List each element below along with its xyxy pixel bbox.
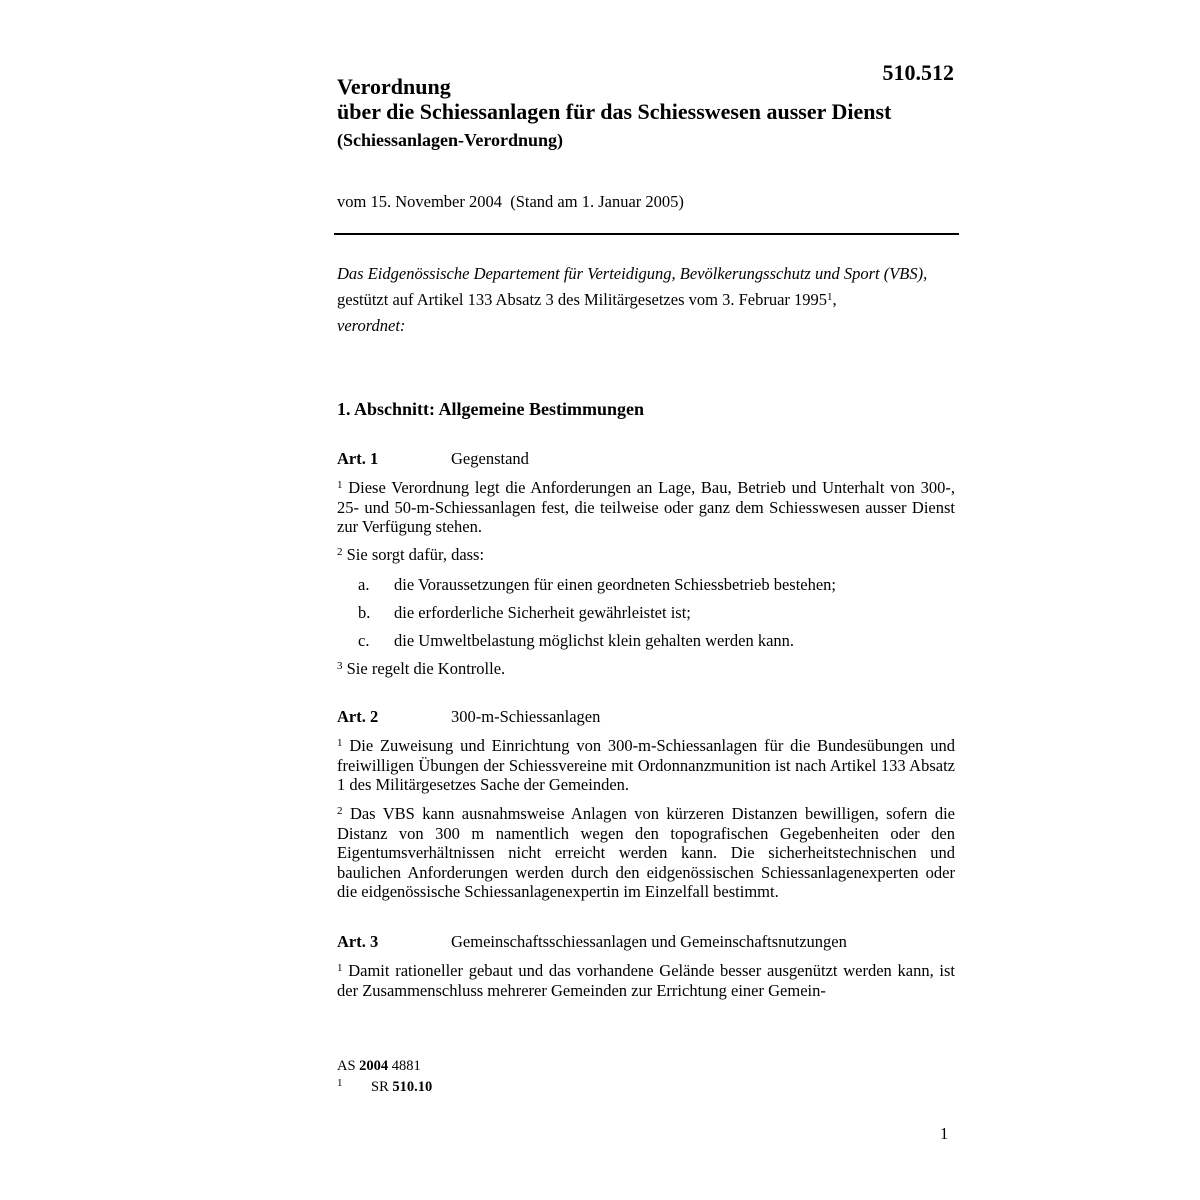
list-item-letter: a. [358,575,370,594]
footnote-sr-ref: 510.10 [392,1079,433,1095]
paragraph-number: 2 [337,805,343,817]
preamble [337,264,955,336]
preamble-basis-end: , [832,290,837,309]
title-line-1: Verordnung [337,74,451,99]
art1-paragraph-3 [337,659,955,679]
list-item-letter: b. [358,603,371,622]
paragraph-text: Das VBS kann ausnahmsweise Anlagen von kürzeren Distanzen bewilligen, sofern die Distanz von 300 m namentlich wegen den topografischen Gegebenheiten oder den Eigentumsverhältnissen nicht erreicht werden kann. Die sicherheitstechnischen und baulichen Anforderungen werden durch den eidgenössischen Schiessanlagenexperten oder die eidgenössische Schiessanlagenexpertin im Einzelfall bestimmt. [337,804,956,901]
paragraph-number: 3 [337,660,343,672]
paragraph-number: 1 [337,962,343,974]
preamble-basis-text: gestützt auf Artikel 133 Absatz 3 des Militärgesetzes vom 3. Februar 1995 [337,290,828,309]
footnote-sr-prefix: SR [371,1079,389,1095]
paragraph-number: 2 [337,546,343,558]
preamble-decree: verordnet: [337,316,406,335]
paragraph-number: 1 [337,479,343,491]
article-heading-3 [337,932,847,952]
list-item-text: die Voraussetzungen für einen geordneten Schiessbetrieb bestehen; [394,575,837,594]
list-item-text: die Umweltbelastung möglichst klein gehalten werden kann. [394,631,795,650]
footnote-as-year: 2004 [359,1058,389,1074]
document-title [337,74,977,124]
list-item-letter: c. [358,631,370,650]
footnote-ref-1[interactable]: 1 [827,291,833,303]
header-rule [334,233,959,235]
footnote-as-page: 4881 [391,1058,421,1074]
paragraph-text: Sie regelt die Kontrolle. [346,659,506,678]
list-item [358,575,836,595]
sr-number: 510.512 [882,60,954,85]
paragraph-text: Die Zuweisung und Einrichtung von 300-m-Schiessanlagen für die Bundesübungen und freiwilligen Übungen der Schiessvereine mit Ordonnanzmunition ist nach Artikel 133 Absatz 1 des Militärgesetzes Sache der Gemeinden. [337,736,955,794]
article-title: Gemeinschaftsschiessanlagen und Gemeinschaftsnutzungen [451,932,847,951]
article-heading-1 [337,449,529,469]
article-title: Gegenstand [451,449,529,468]
art1-paragraph-2 [337,545,955,565]
article-heading-2 [337,707,600,727]
date-line: vom 15. November 2004 (Stand am 1. Januar 2005) [337,192,684,211]
preamble-authority: Das Eidgenössische Departement für Verteidigung, Bevölkerungsschutz und Sport (VBS), [337,264,928,283]
page-number: 1 [940,1124,949,1143]
article-number: Art. 3 [337,932,379,951]
article-number: Art. 1 [337,449,379,468]
short-title: (Schiessanlagen-Verordnung) [337,130,564,150]
list-item [358,603,691,623]
list-item [358,631,794,651]
title-line-2: über die Schiessanlagen für das Schiesswesen ausser Dienst [337,99,892,124]
paragraph-text: Sie sorgt dafür, dass: [346,545,485,564]
art1-paragraph-1 [337,478,955,537]
art3-paragraph-1 [337,961,955,1000]
list-item-text: die erforderliche Sicherheit gewährleistet ist; [394,603,691,622]
paragraph-text: Damit rationeller gebaut und das vorhandene Gelände besser ausgenützt werden kann, ist der Zusammenschluss mehrerer Gemeinden zur Errichtung einer Gemein- [337,961,956,1000]
art2-paragraph-1 [337,736,955,795]
article-number: Art. 2 [337,707,379,726]
section-title: 1. Abschnitt: Allgemeine Bestimmungen [337,399,645,419]
footnote-as [337,1058,421,1075]
preamble-basis [337,290,955,310]
art2-paragraph-2 [337,804,955,902]
footnote-as-prefix: AS [337,1058,356,1074]
article-title: 300-m-Schiessanlagen [451,707,601,726]
paragraph-number: 1 [337,737,343,749]
paragraph-text: Diese Verordnung legt die Anforderungen an Lage, Bau, Betrieb und Unterhalt von 300-, 25- und 50-m-Schiessanlagen fest, die teilweise oder ganz dem Schiesswesen ausser Dienst zur Verfügung stehen. [337,478,955,536]
footnote-1: 1 SR 510.10 [337,1077,433,1095]
